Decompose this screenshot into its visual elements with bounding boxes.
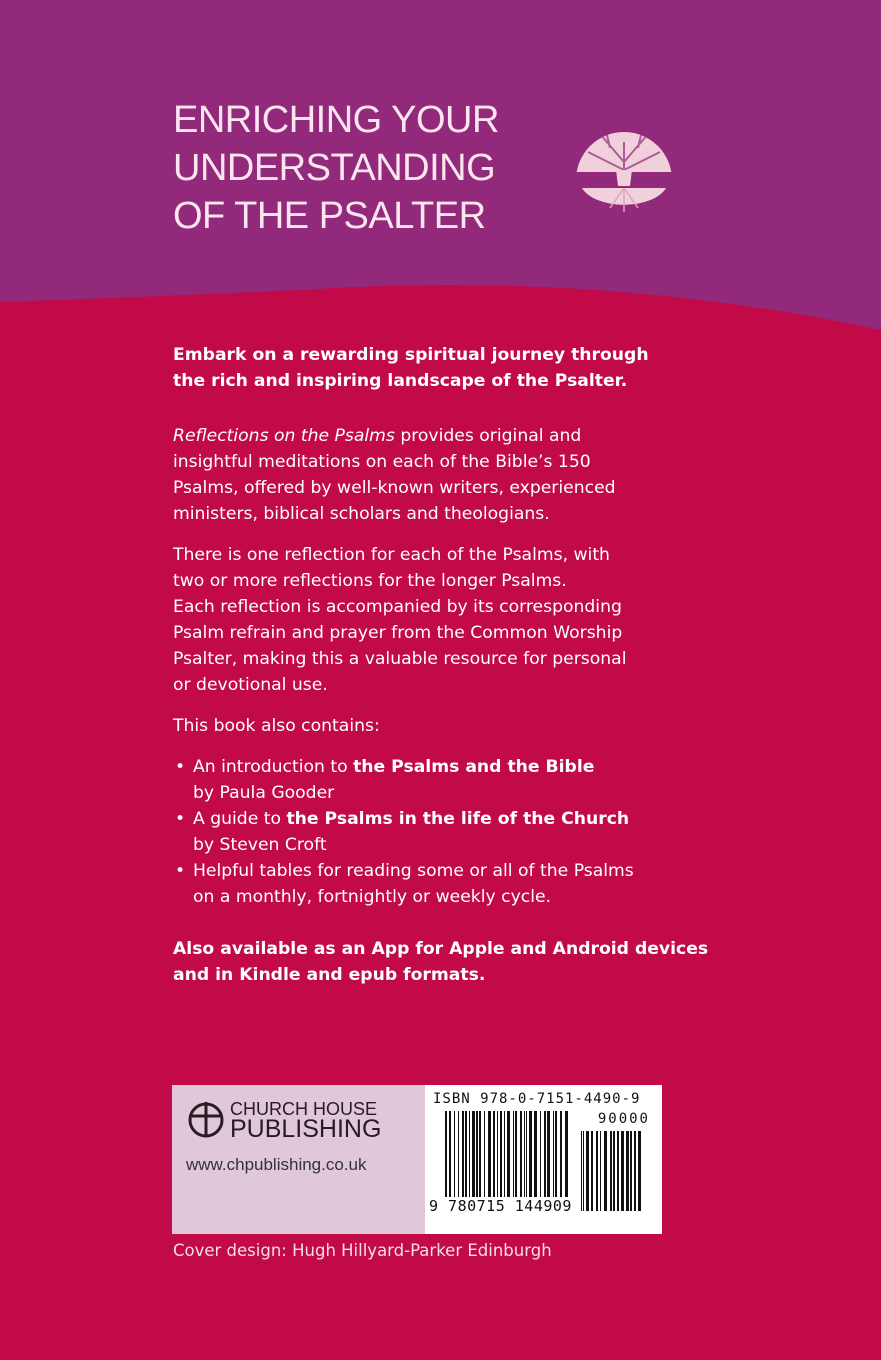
isbn-text: ISBN 978-0-7151-4490-9 (433, 1091, 641, 1107)
text: Helpful tables for reading some or all of the Psalms (193, 861, 634, 881)
text: the Psalms in the life of the Church (286, 809, 630, 829)
text: the Psalms and the Bible (353, 757, 595, 777)
ean-number: 9 780715 144909 (429, 1197, 572, 1215)
text: ministers, biblical scholars and theologians. (173, 504, 550, 524)
text: by Steven Croft (193, 835, 327, 855)
intro-line: Embark on a rewarding spiritual journey through (173, 345, 649, 365)
intro (173, 342, 713, 394)
text: or devotional use. (173, 675, 328, 695)
text: by Paula Gooder (193, 783, 335, 803)
title-line: UNDERSTANDING (173, 147, 496, 189)
text: Psalter, making this a valuable resource for personal (173, 649, 627, 669)
title-line: OF THE PSALTER (173, 195, 486, 237)
reflection-paragraph (173, 542, 713, 698)
text: A guide to (193, 809, 287, 829)
price-addon: 90000 (597, 1111, 650, 1127)
text: There is one reflection for each of the Psalms, with (173, 545, 610, 565)
book-title: Reflections on the Psalms (173, 426, 395, 446)
cross-circle-icon (186, 1099, 226, 1139)
text: two or more reflections for the longer Psalms. (173, 571, 567, 591)
publisher-name: CHURCH HOUSE (230, 1099, 378, 1119)
description-paragraph (173, 423, 713, 527)
blurb (173, 342, 713, 1003)
list-item (173, 754, 713, 806)
addon-barcode-bars (581, 1131, 647, 1211)
availability (173, 936, 713, 988)
text: on a monthly, fortnightly or weekly cycle. (193, 887, 552, 907)
text: and in Kindle and epub formats. (173, 965, 486, 985)
list-item (173, 858, 713, 910)
text: An introduction to (193, 757, 354, 777)
text: Each reflection is accompanied by its corresponding (173, 597, 622, 617)
text: insightful meditations on each of the Bible’s 150 (173, 452, 591, 472)
barcode-bars (445, 1111, 575, 1209)
list-item (173, 806, 713, 858)
publisher-name: PUBLISHING (230, 1115, 382, 1143)
intro-line: the rich and inspiring landscape of the Psalter. (173, 371, 628, 391)
barcode-panel (425, 1085, 662, 1234)
publisher-panel (172, 1085, 425, 1234)
cover-credit: Cover design: Hugh Hillyard-Parker Edinburgh (173, 1241, 552, 1260)
contains-label: This book also contains: (173, 716, 380, 736)
contents-list (173, 754, 713, 910)
publisher-logo (186, 1099, 411, 1143)
publisher-url: www.chpublishing.co.uk (186, 1155, 367, 1174)
text: provides original and (394, 426, 582, 446)
cover-title (173, 96, 499, 240)
text: Psalm refrain and prayer from the Common Worship (173, 623, 623, 643)
tree-logo-icon (570, 112, 678, 216)
text: Psalms, offered by well-known writers, experienced (173, 478, 616, 498)
text: Also available as an App for Apple and Android devices (173, 939, 709, 959)
title-line: ENRICHING YOUR (173, 99, 499, 141)
publisher-barcode-box (172, 1085, 662, 1234)
